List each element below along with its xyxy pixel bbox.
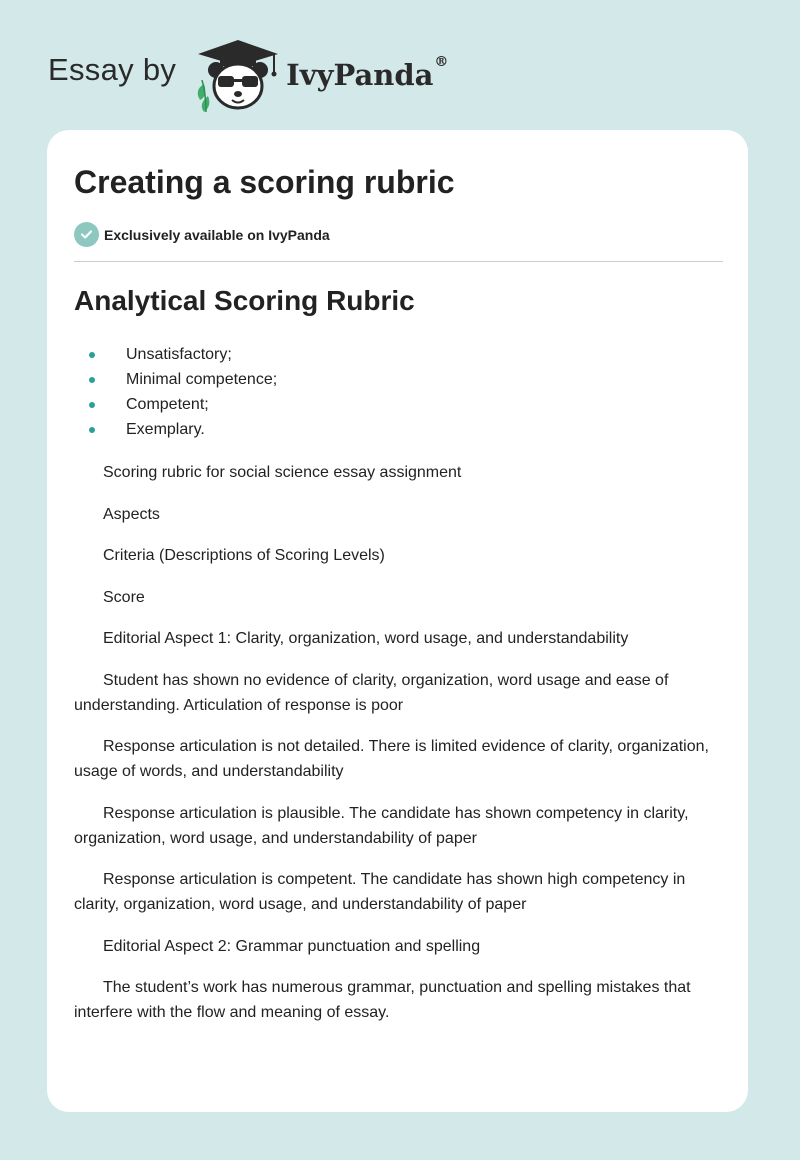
panda-graduate-icon — [190, 34, 282, 114]
bullet-icon — [89, 402, 95, 408]
paragraph: Scoring rubric for social science essay assignment — [103, 464, 462, 481]
exclusive-badge — [74, 222, 330, 247]
essay-card — [47, 130, 748, 1112]
paragraph: Aspects — [103, 505, 160, 523]
paragraph: Score — [103, 588, 145, 606]
title-divider — [74, 261, 723, 262]
check-icon — [74, 222, 99, 247]
paragraph: Editorial Aspect 1: Clarity, organization, word usage, and understandability — [103, 630, 629, 647]
bullet-icon — [89, 352, 95, 358]
paragraph: Criteria (Descriptions of Scoring Levels) — [103, 547, 385, 564]
paragraph: Editorial Aspect 2: Grammar punctuation and spelling — [103, 937, 481, 955]
page-title: Creating a scoring rubric — [74, 164, 455, 200]
list-item: Competent; — [74, 392, 277, 417]
essay-by-label: Essay by — [48, 52, 177, 87]
section-title: Analytical Scoring Rubric — [74, 285, 415, 316]
list-item: Exemplary. — [74, 417, 277, 442]
paragraph: Response articulation is plausible. The candidate has shown competency in clarity, organization, word usage, and understandability of paper — [74, 804, 689, 847]
site-header — [48, 34, 448, 114]
paragraph: Response articulation is not detailed. There is limited evidence of clarity, organization, usage of words, and understandability — [74, 738, 709, 780]
exclusive-badge-text: Exclusively available on IvyPanda — [104, 226, 330, 243]
list-item: Minimal competence; — [74, 367, 277, 392]
brand-name: IvyPanda® — [286, 54, 449, 92]
bullet-icon — [89, 427, 95, 433]
essay-body — [74, 460, 729, 1042]
paragraph: Student has shown no evidence of clarity, organization, word usage and ease of understanding. Articulation of response is poor — [74, 671, 669, 714]
paragraph: Response articulation is competent. The candidate has shown high competency in clarity, organization, word usage, and understandability of paper — [74, 871, 686, 913]
registered-mark: ® — [434, 54, 449, 70]
bullet-icon — [89, 377, 95, 383]
list-item: Unsatisfactory; — [74, 342, 277, 367]
scoring-levels-list — [74, 342, 277, 442]
paragraph: The student’s work has numerous grammar, punctuation and spelling mistakes that interfere with the flow and meaning of essay. — [74, 979, 691, 1021]
